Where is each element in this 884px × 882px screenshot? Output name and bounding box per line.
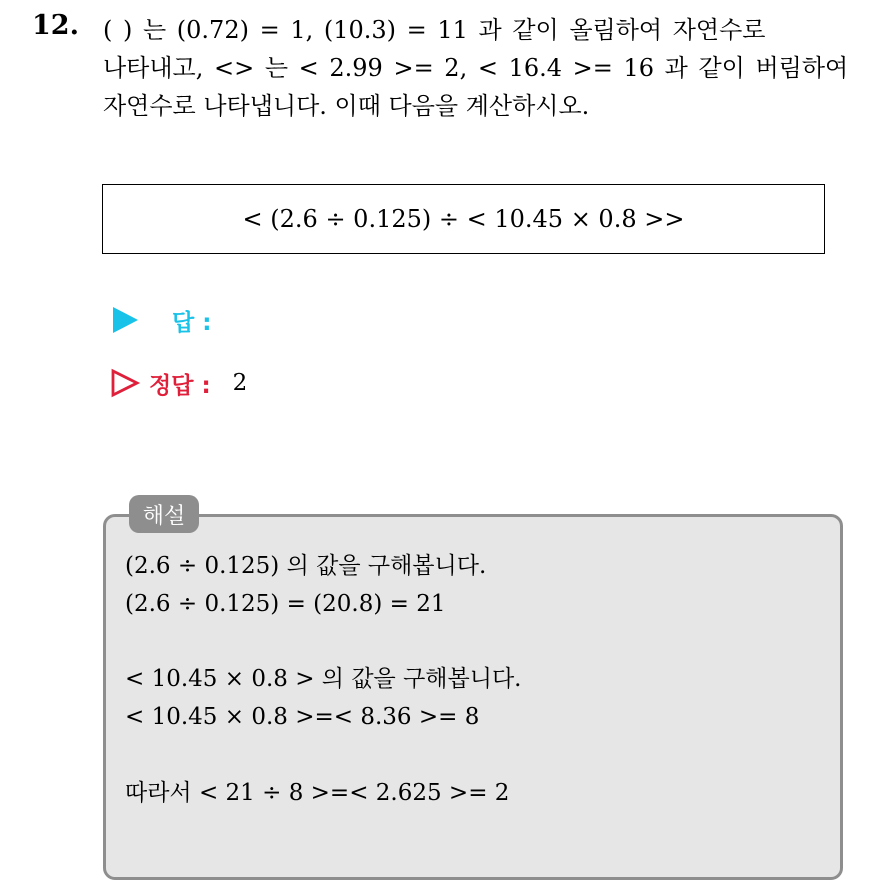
answer-label: 답 : — [172, 309, 212, 336]
solution-line-3: < 10.45 × 0.8 > 의 값을 구해봅니다. — [125, 666, 522, 692]
solution-line-2: (2.6 ÷ 0.125) = (20.8) = 21 — [125, 591, 446, 617]
correct-answer-row — [110, 366, 247, 400]
correct-answer-value: 2 — [232, 370, 248, 396]
solution-tag: 해설 — [129, 495, 199, 533]
answer-row — [110, 303, 211, 337]
expression-box — [102, 184, 825, 254]
correct-answer-label: 정답 : — [149, 372, 211, 399]
filled-triangle-right-icon — [110, 303, 146, 337]
question-number: 12. — [32, 10, 79, 41]
question-text-line-3: 자연수로 나타냅니다. 이때 다음을 계산하시오. — [103, 92, 590, 120]
solution-line-4: < 10.45 × 0.8 >=< 8.36 >= 8 — [125, 704, 480, 730]
solution-line-1: (2.6 ÷ 0.125) 의 값을 구해봅니다. — [125, 553, 487, 579]
question-text-line-2: 나타내고, <> 는 < 2.99 >= 2, < 16.4 >= 16 과 같이 버림하여 — [103, 54, 849, 82]
solution-line-5: 따라서 < 21 ÷ 8 >=< 2.625 >= 2 — [125, 780, 510, 806]
question-text-line-1: ( ) 는 (0.72) = 1, (10.3) = 11 과 같이 올림하여 자연수로 — [103, 16, 766, 44]
expression-text: < (2.6 ÷ 0.125) ÷ < 10.45 × 0.8 >> — [242, 205, 685, 233]
outline-triangle-right-icon — [110, 366, 146, 400]
